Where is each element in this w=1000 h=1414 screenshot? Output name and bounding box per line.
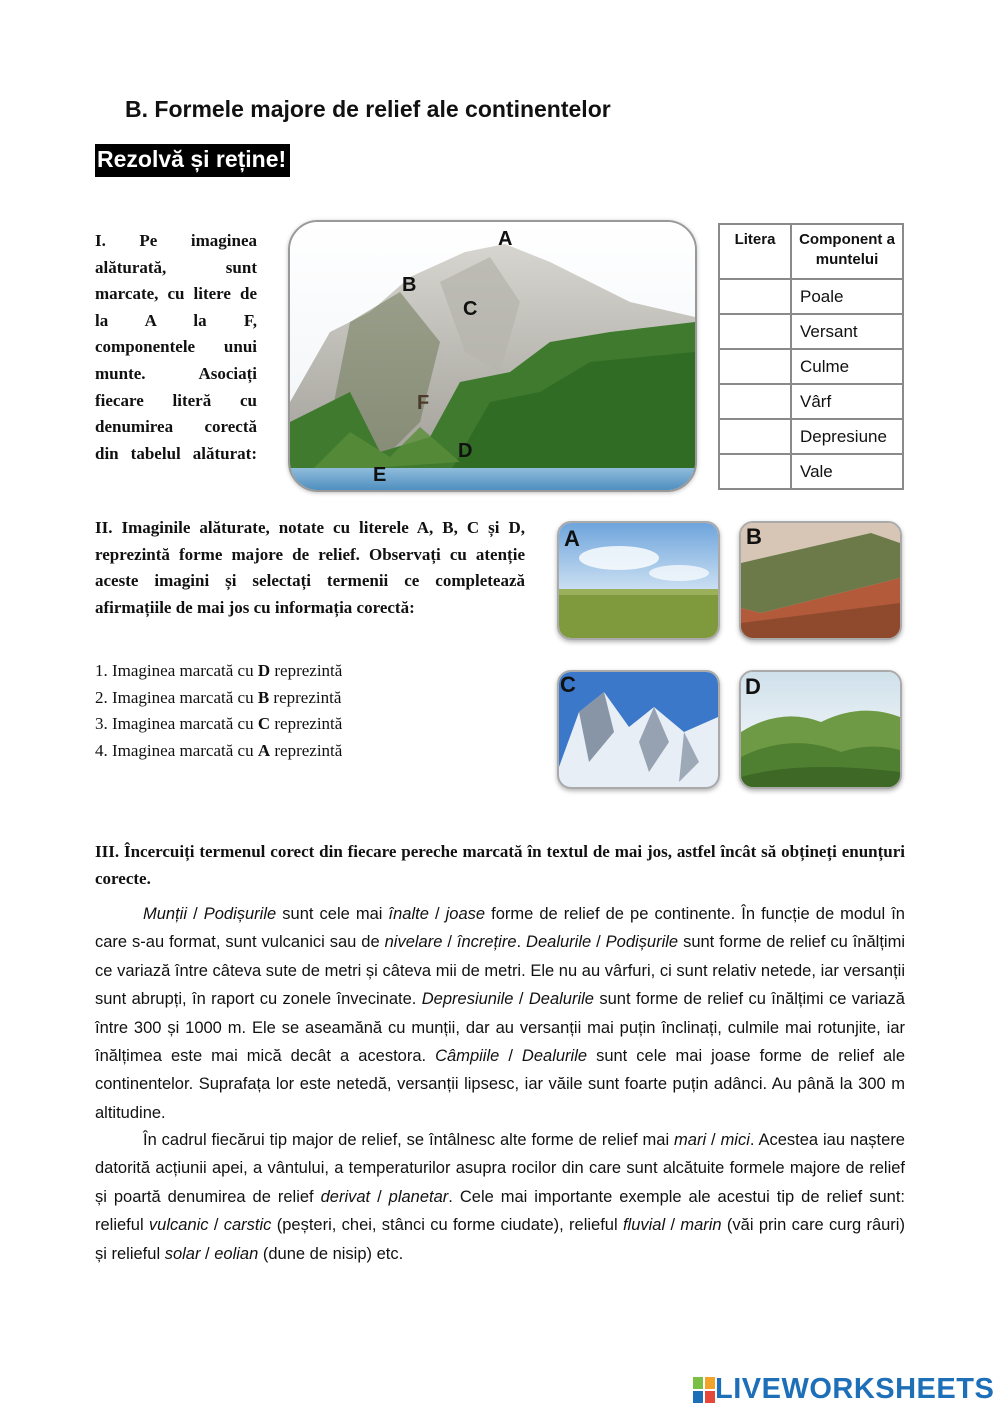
term-option[interactable]: derivat [320,1187,371,1206]
mountain-label-b: B [402,274,417,296]
table-row [719,454,903,489]
plateau-image [739,521,902,640]
task3-paragraph-2: În cadrul fiecărui tip major de relief, se întâlnesc alte forme de relief mai mari / mici. Acestea iau naștere datorită acțiunii apei, a vântului, a temperaturilor asupra rocilor din care sunt alcătuite formele majore de relief și poartă denumirea de relief derivat / planetar. Cele mai importante exemple ale acestui tip de relief sunt: relieful vulcanic / carstic (peșteri, chei, stânci cu forme ciudate), relieful fluvial / marin (văi prin care curg râuri) și relieful solar / eolian (dune de nisip) etc. [95,1131,905,1263]
instruction-badge: Rezolvă și reține! [95,144,290,177]
term-option[interactable]: Dealurile [521,1047,588,1066]
image-label-a: A [564,526,580,551]
list-item: 3. Imaginea marcată cu C reprezintă [95,714,343,734]
term-option[interactable]: eolian [214,1244,259,1263]
table-row [719,314,903,349]
term-option[interactable]: marin [680,1216,722,1235]
term-option[interactable]: carstic [223,1216,272,1235]
table-header-component: Component a muntelui [791,224,903,279]
image-label-c: C [560,672,576,697]
liveworksheets-mark-icon [693,1377,715,1403]
task2-statements [95,658,342,764]
task3-paragraph-1: Munții / Podișurile sunt cele mai înalte / joase forme de relief de pe continente. În funcție de modul în care s-au format, sunt vulcanici sau de nivelare / încrețire. Dealurile / Podișurile sunt forme de relief cu înălțimi ce variază între câteva sute de metri și câteva mii de metri. Ele nu au vârfuri, ci sunt relativ netede, iar versanții sunt abrupți, în raport cu zonele învecinate. Depresiunile / Dealurile sunt forme de relief cu înălțimi ce variază între 300 și 1000 m. Ele se aseamănă cu munții, dar au versanții mai puțin înclinați, culmile mai rotunjite, iar înălțimea este mai mică decât a acestora. Câmpiile / Dealurile sunt cele mai joase forme de relief ale continentelor. Suprafața lor este netedă, versanții lipsesc, iar văile sunt foarte puțin adânci. Au până la 300 m altitudine. [95,905,905,1122]
term-option[interactable]: Podișurile [203,905,277,923]
mountain-components-table [718,223,904,490]
section-heading: B. Formele majore de relief ale continentelor [125,96,611,122]
term-option[interactable]: încrețire [456,933,517,952]
letter-input-cell[interactable] [719,384,791,419]
component-name: Poale [791,279,903,314]
term-option[interactable]: Munții [143,905,188,923]
table-row [719,384,903,419]
logo-wordmark: LIVEWORKSHEETS [715,1373,995,1405]
component-name: Versant [791,314,903,349]
term-option[interactable]: mici [720,1131,750,1149]
letter-input-cell[interactable] [719,279,791,314]
term-option[interactable]: Câmpiile [435,1047,500,1066]
component-name: Culme [791,349,903,384]
term-option[interactable]: joase [445,905,486,923]
table-row [719,349,903,384]
plain-image [557,521,720,640]
mountain-image [288,220,697,492]
term-option[interactable]: Dealurile [526,933,592,952]
list-item: 4. Imaginea marcată cu A reprezintă [95,740,343,760]
liveworksheets-logo [693,1373,994,1406]
term-option[interactable]: Dealurile [528,990,594,1009]
component-name: Vârf [791,384,903,419]
mountain-label-f: F [417,392,430,414]
table-row [719,279,903,314]
image-label-d: D [745,674,761,699]
table-header-litera: Litera [719,224,791,279]
task1-instructions: I. Pe imaginea alăturată, sunt marcate, cu litere de la A la F, componentele unui munte. Asociați fiecare literă cu denumirea corectă din tabelul alăturat: [95,231,257,463]
component-name: Vale [791,454,903,489]
mountain-label-c: C [463,298,478,320]
mountain-label-a: A [498,228,513,250]
mountain-label-e: E [373,464,387,486]
list-item: 1. Imaginea marcată cu D reprezintă [95,661,343,680]
component-name: Depresiune [791,419,903,454]
list-item: 2. Imaginea marcată cu B reprezintă [95,687,342,707]
term-option[interactable]: Podișurile [605,933,679,952]
term-option[interactable]: planetar [388,1187,449,1206]
term-option[interactable]: solar [164,1244,201,1263]
hills-image [739,670,902,789]
letter-input-cell[interactable] [719,454,791,489]
table-row [719,419,903,454]
image-label-b: B [746,524,762,549]
letter-input-cell[interactable] [719,419,791,454]
term-option[interactable]: fluvial [622,1216,666,1235]
term-option[interactable]: nivelare [384,933,443,952]
term-option[interactable]: înalte [388,905,429,923]
letter-input-cell[interactable] [719,314,791,349]
term-option[interactable]: vulcanic [148,1216,209,1235]
task3-instructions: III. Încercuiți termenul corect din fiecare pereche marcată în textul de mai jos, astfel încât să obțineți enunțuri corecte. [95,842,905,888]
mountain-label-d: D [458,440,473,462]
task2-instructions: II. Imaginile alăturate, notate cu literele A, B, C și D, reprezintă forme majore de relief. Observați cu atenție aceste imagini și selectați termenii ce completează afirmațiile de mai jos cu informația corectă: [95,518,525,617]
term-option[interactable]: Depresiunile [421,990,514,1009]
term-option[interactable]: mari [674,1131,707,1149]
letter-input-cell[interactable] [719,349,791,384]
mountains-image [557,670,720,789]
